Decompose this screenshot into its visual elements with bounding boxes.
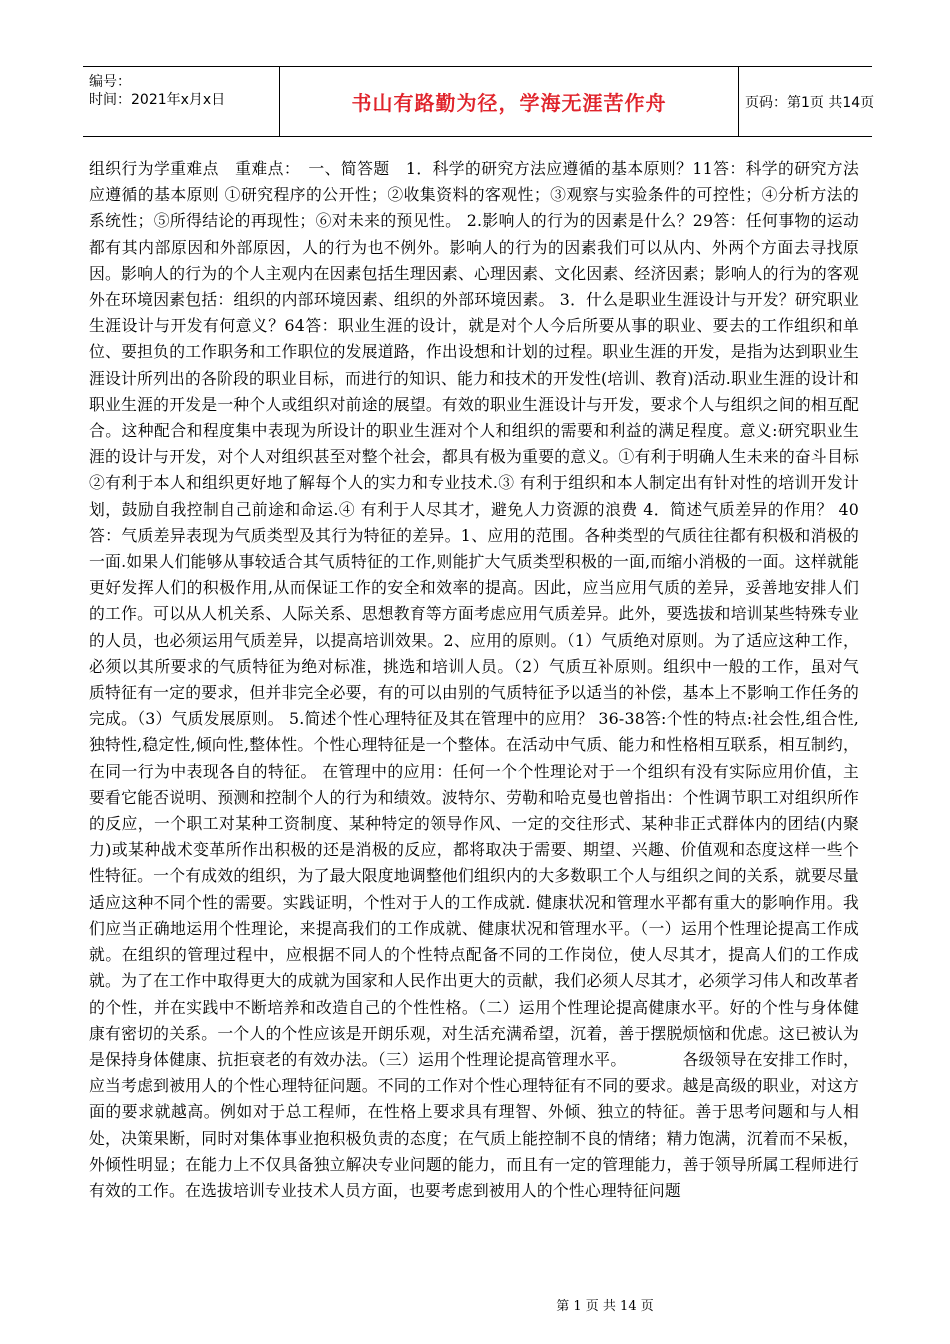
page-indicator: 页码：第1页 共14页	[745, 94, 875, 111]
document-number-label: 编号：	[89, 74, 131, 90]
document-date-label: 时间：2021年x月x日	[89, 92, 226, 108]
motto-text: 书山有路勤为径，学海无涯苦作舟	[351, 91, 667, 115]
header-motto-cell	[280, 67, 739, 136]
header-meta-cell	[83, 67, 280, 136]
document-header	[83, 66, 875, 137]
footer-page-number: 第 1 页 共 14 页	[556, 1299, 654, 1314]
header-page-cell	[739, 67, 875, 136]
page-footer	[0, 1295, 950, 1314]
document-body-text: 组织行为学重难点 重难点： 一、简答题 1．科学的研究方法应遵循的基本原则？11答：科学的研究方法应遵循的基本原则 ①研究程序的公开性；②收集资料的客观性；③观察与实验条件的可控性；④分析方法的系统性；⑤所得结论的再现性；⑥对未来的预见性。 2.影响人的行为的因素是什么？29答：任何事物的运动都有其内部原因和外部原因，人的行为也不例外。影响人的行为的因素我们可以从内、外两个方面去寻找原因。影响人的行为的个人主观内在因素包括生理因素、心理因素、文化因素、经济因素；影响人的行为的客观外在环境因素包括：组织的内部环境因素、组织的外部环境因素。 3．什么是职业生涯设计与开发？研究职业生涯设计与开发有何意义？64答：职业生涯的设计，就是对个人今后所要从事的职业、要去的工作组织和单位、要担负的工作职务和工作职位的发展道路，作出设想和计划的过程。职业生涯的开发，是指为达到职业生涯设计所列出的各阶段的职业目标，而进行的知识、能力和技术的开发性(培训、教育)活动.职业生涯的设计和职业生涯的开发是一种个人或组织对前途的展望。有效的职业生涯设计与开发，要求个人与组织之间的相互配合。这种配合和程度集中表现为所设计的职业生涯对个人和组织的需要和利益的满足程度。意义:研究职业生涯的设计与开发，对个人对组织甚至对整个社会，都具有极为重要的意义。①有利于明确人生未来的奋斗目标②有利于本人和组织更好地了解每个人的实力和专业技术.③ 有利于组织和本人制定出有针对性的培训开发计划，鼓励自我控制自己前途和命运.④ 有利于人尽其才，避免人力资源的浪费 4．简述气质差异的作用？ 40答：气质差异表现为气质类型及其行为特征的差异。1、应用的范围。各种类型的气质往往都有积极和消极的一面.如果人们能够从事较适合其气质特征的工作,则能扩大气质类型积极的一面,而缩小消极的一面。这样就能更好发挥人们的积极作用,从而保证工作的安全和效率的提高。因此，应当应用气质的差异，妥善地安排人们的工作。可以从人机关系、人际关系、思想教育等方面考虑应用气质差异。此外，要选拔和培训某些特殊专业的人员，也必须运用气质差异，以提高培训效果。2、应用的原则。（1）气质绝对原则。为了适应这种工作，必须以其所要求的气质特征为绝对标准，挑选和培训人员。（2）气质互补原则。组织中一般的工作，虽对气质特征有一定的要求，但并非完全必要，有的可以由别的气质特征予以适当的补偿，基本上不影响工作任务的完成。（3）气质发展原则。 5.简述个性心理特征及其在管理中的应用？ 36-38答:个性的特点:社会性,组合性,独特性,稳定性,倾向性,整体性。个性心理特征是一个整体。在活动中气质、能力和性格相互联系，相互制约，在同一行为中表现各自的特征。 在管理中的应用：任何一个个性理论对于一个组织有没有实际应用价值，主要看它能否说明、预测和控制个人的行为和绩效。波特尔、劳勒和哈克曼也曾指出：个性调节职工对组织所作的反应，一个职工对某种工资制度、某种特定的领导作风、一定的交往形式、某种非正式群体内的团结(内聚力)或某种战术变革所作出积极的还是消极的反应，都将取决于需要、期望、兴趣、价值观和态度这样一些个性特征。一个有成效的组织，为了最大限度地调整他们组织内的大多数职工个人与组织之间的关系，就要尽量适应这种不同个性的需要。实践证明，个性对于人的工作成就. 健康状况和管理水平都有重大的影响作用。我们应当正确地运用个性理论，来提高我们的工作成就、健康状况和管理水平。（一）运用个性理论提高工作成就。在组织的管理过程中，应根据不同人的个性特点配备不同的工作岗位，使人尽其才，提高人们的工作成就。为了在工作中取得更大的成就为国家和人民作出更大的贡献，我们必须人尽其才，必须学习伟人和改革者的个性，并在实践中不断培养和改造自己的个性性格。（二）运用个性理论提高健康水平。好的个性与身体健康有密切的关系。一个人的个性应该是开朗乐观，对生活充满希望，沉着，善于摆脱烦恼和优虑。这已被认为是保持身体健康、抗拒衰老的有效办法。（三）运用个性理论提高管理水平。 各级领导在安排工作时，应当考虑到被用人的个性心理特征问题。不同的工作对个性心理特征有不同的要求。越是高级的职业，对这方面的要求就越高。例如对于总工程师，在性格上要求具有理智、外倾、独立的特征。善于思考问题和与人相处，决策果断，同时对集体事业抱积极负责的态度；在气质上能控制不良的情绪；精力饱满，沉着而不呆板，外倾性明显；在能力上不仅具备独立解决专业问题的能力，而且有一定的管理能力，善于领导所属工程师进行有效的工作。在选拔培训专业技术人员方面，也要考虑到被用人的个性心理特征问题	[89, 159, 859, 1200]
